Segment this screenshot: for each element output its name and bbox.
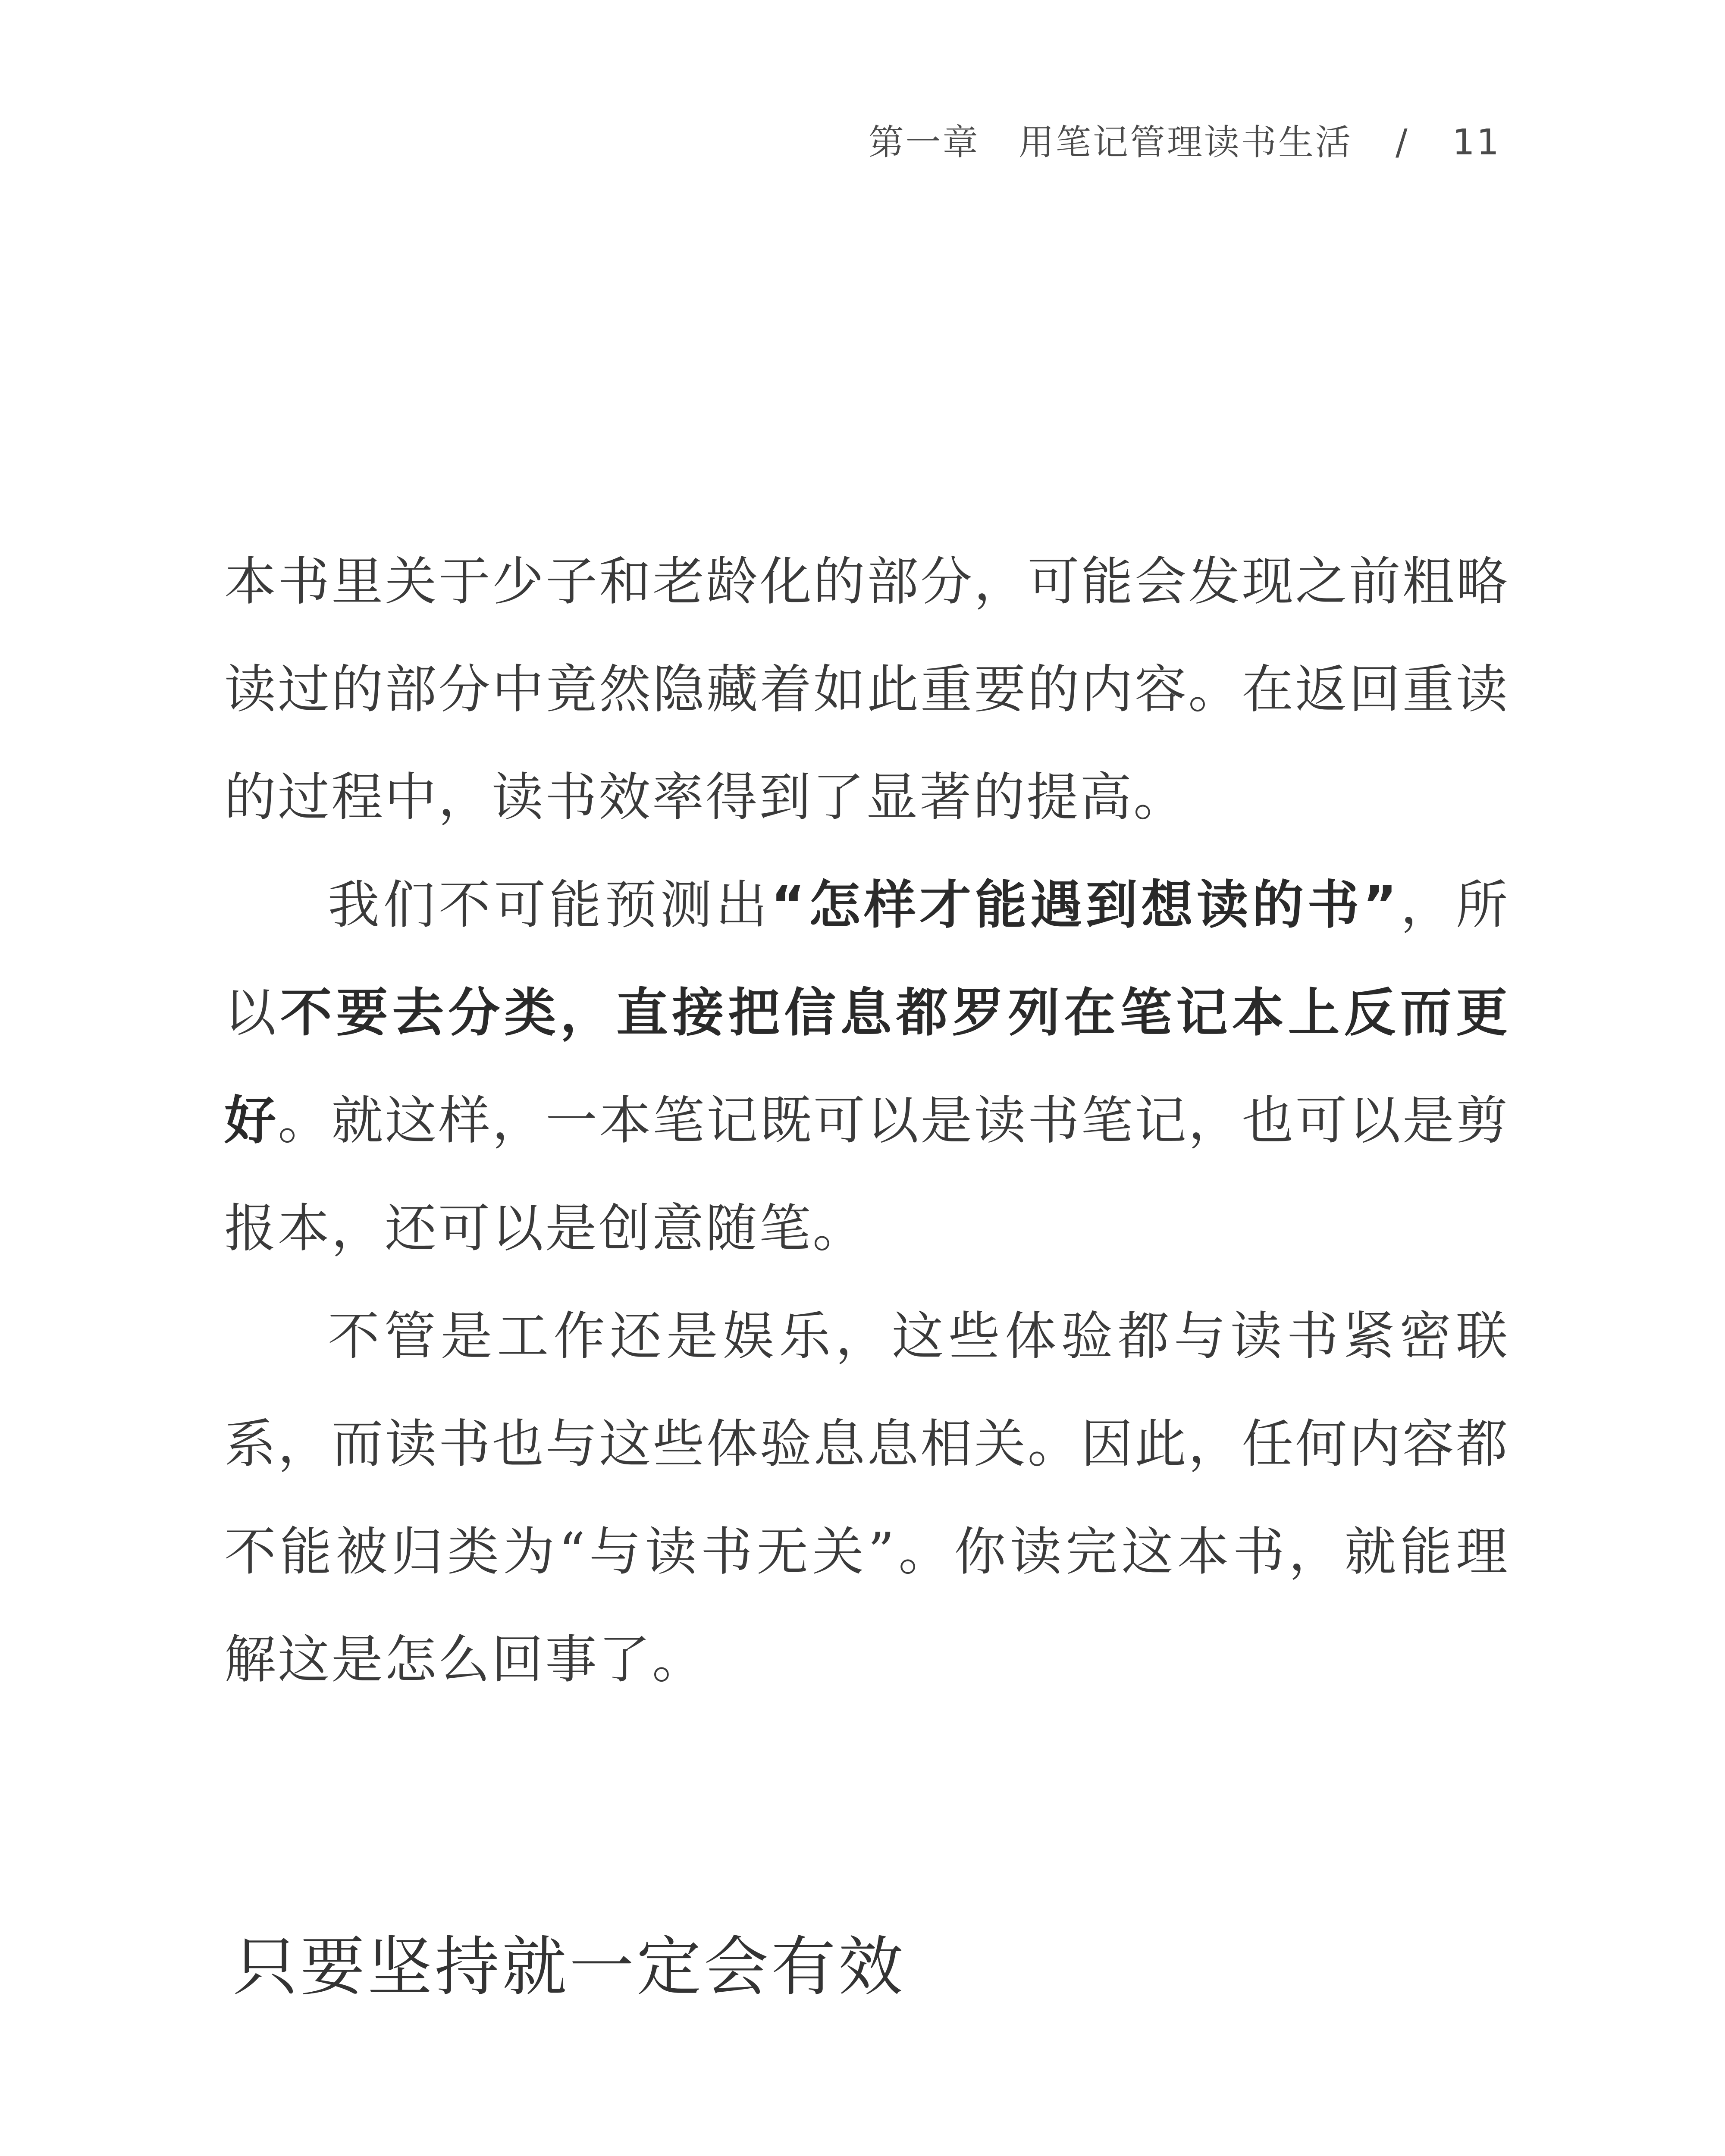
paragraph-3: 不管是工作还是娱乐，这些体验都与读书紧密联系，而读书也与这些体验息息相关。因此，任何内容都不能被归类为“与读书无关”。你读完这本书，就能理解这是怎么回事了。 xyxy=(224,1307,1509,1690)
chapter-label: 第一章 xyxy=(868,122,980,163)
page-number: 11 xyxy=(1452,122,1501,163)
paragraph-4 xyxy=(224,2141,1509,2156)
running-head xyxy=(869,114,1501,165)
bold-phrase-2: 不要去分类，直接把信息都罗列在笔记本上反而更好 xyxy=(224,983,1510,1151)
body-text-block-2 xyxy=(224,2141,1509,2156)
bold-phrase-1: “怎样才能遇到想读的书” xyxy=(771,875,1399,935)
paragraph-2-text-c: 。就这样，一本笔记既可以是读书笔记，也可以是剪报本，还可以是创意随笔。 xyxy=(224,1091,1510,1259)
chapter-title: 用笔记管理读书生活 xyxy=(1018,122,1352,163)
header-separator: / xyxy=(1395,122,1409,163)
section-heading: 只要坚持就一定会有效 xyxy=(233,1930,906,2005)
body-text-block-1 xyxy=(224,528,1509,1714)
paragraph-2-text-a: 我们不可能预测出 xyxy=(328,875,771,935)
paragraph-1: 本书里关于少子和老龄化的部分，可能会发现之前粗略读过的部分中竟然隐藏着如此重要的内容。在返回重读的过程中，读书效率得到了显著的提高。 xyxy=(224,552,1509,827)
paragraph-2-text-b: ，所以 xyxy=(224,875,1510,1043)
paragraph-2 xyxy=(224,852,1509,1283)
